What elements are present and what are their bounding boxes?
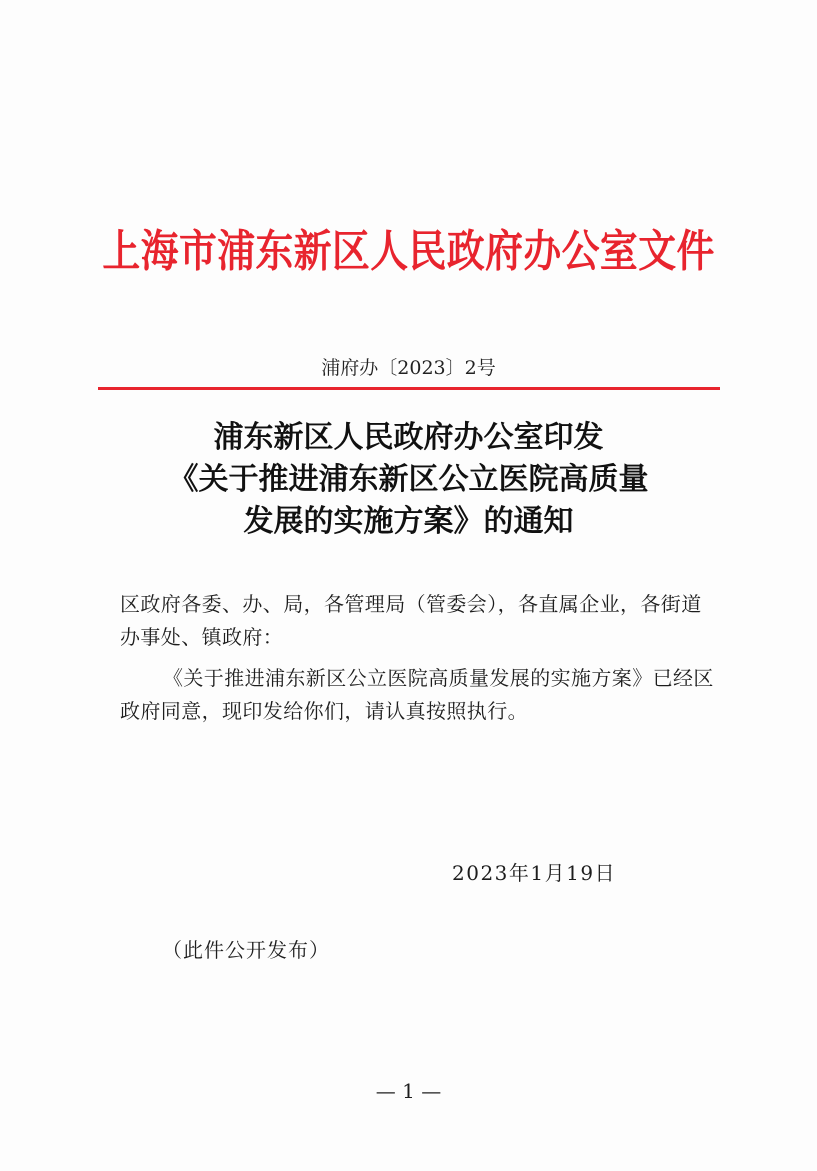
title-line-3: 发展的实施方案》的通知 [243,504,574,539]
document-number: 浦府办〔2023〕2号 [321,357,496,379]
body-paragraph: 《关于推进浦东新区公立医院高质量发展的实施方案》已经区政府同意，现印发给你们，请认真按照执行。 [120,666,714,723]
issue-date: 2023年1月19日 [452,861,617,885]
publication-note: （此件公开发布） [162,938,330,962]
issuer-header: 上海市浦东新区人民政府办公室文件 [102,226,715,277]
notice-title [0,417,817,543]
red-divider-line [98,387,720,390]
title-line-2: 《关于推进浦东新区公立医院高质量 [168,462,649,497]
addressee: 区政府各委、办、局，各管理局（管委会），各直属企业，各街道办事处、镇政府： [120,592,702,649]
page-number: — 1 — [375,1079,442,1103]
title-line-1: 浦东新区人民政府办公室印发 [213,420,604,455]
